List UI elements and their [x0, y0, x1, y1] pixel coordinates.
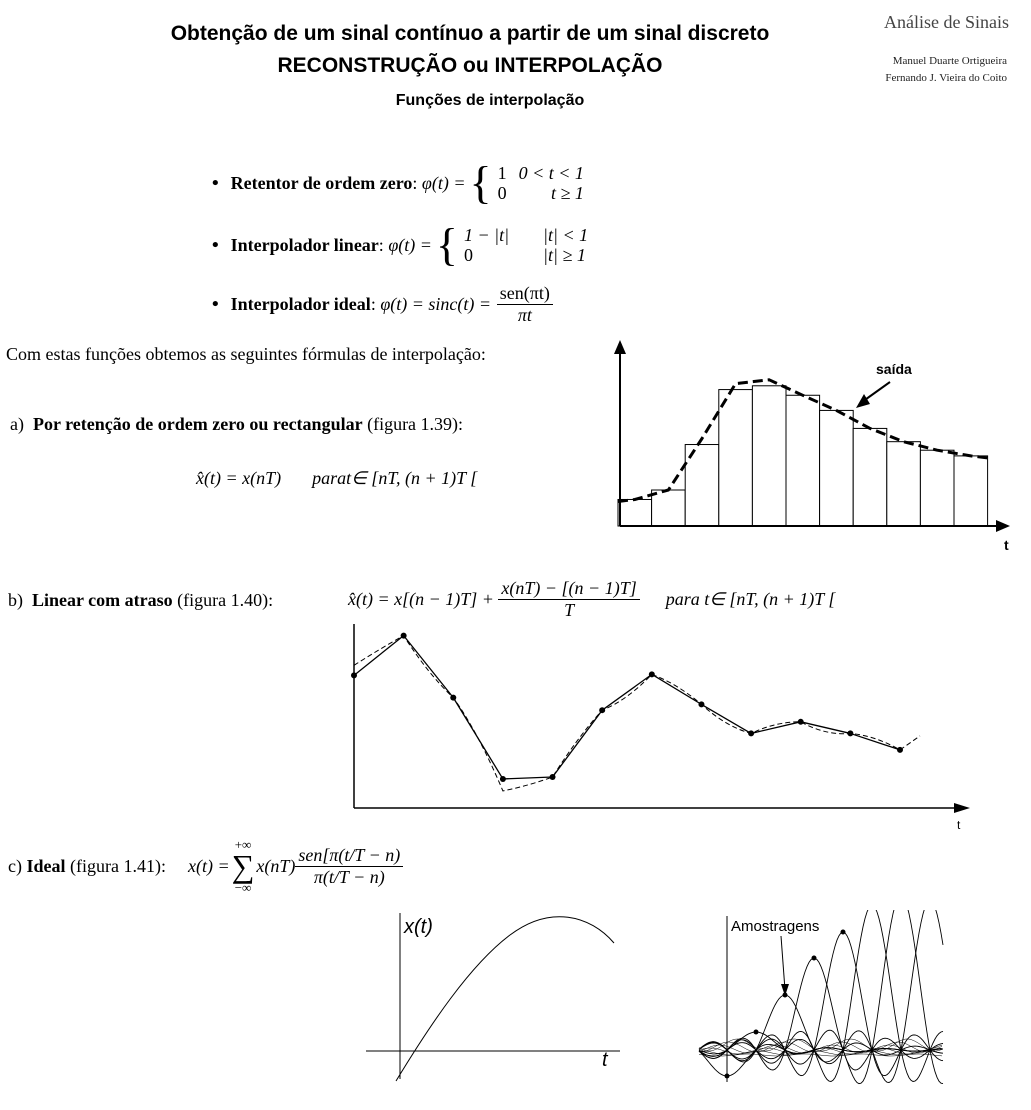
- case-condition: |t| ≥ 1: [543, 245, 586, 265]
- function-ideal: • Interpolador ideal : φ(t) = sinc(t) = $\frac{\text{sen(πt)}}{\pi t}$: [210, 283, 553, 326]
- bar: [853, 428, 887, 526]
- figure-1-41-left: [360, 905, 630, 1085]
- formula: x̂(t) = x(nT): [196, 468, 282, 488]
- line-segment: [354, 636, 404, 676]
- continuous-signal: [354, 636, 920, 791]
- function-zero-order: • Retentor de ordem zero : φ(t) = { 1 0 < t < 1 0 t ≥ 1: [210, 160, 590, 206]
- signal-label: x(t): [404, 916, 433, 938]
- page-subtitle: Funções de interpolação: [395, 92, 585, 109]
- sinc-fraction: [497, 283, 553, 326]
- section-letter: c): [8, 855, 22, 876]
- case-condition: 0 < t < 1: [518, 163, 584, 183]
- bar: [954, 456, 988, 526]
- section-letter: b): [8, 590, 23, 610]
- section-b-formula: [348, 578, 835, 621]
- function-name: Interpolador linear: [230, 234, 379, 255]
- line-segment: [850, 733, 900, 749]
- line-segment: [453, 698, 503, 779]
- formula-fraction: [295, 845, 403, 888]
- sample-point: [841, 930, 846, 935]
- samples-arrowhead: [781, 984, 789, 996]
- case-condition: |t| < 1: [543, 225, 589, 245]
- sample-point: [599, 707, 605, 713]
- sum-sign: ∑: [231, 848, 255, 884]
- section-c: [8, 838, 403, 894]
- formula: x(t) =: [187, 855, 230, 876]
- sample-point: [500, 776, 506, 782]
- sum-upper-limit: +∞: [234, 837, 252, 852]
- author-1: Manuel Duarte Ortigueira: [892, 55, 1007, 67]
- section-a-formula: [196, 468, 477, 489]
- fraction-denominator: T: [564, 600, 575, 620]
- x-axis-arrow: [954, 803, 970, 813]
- function-linear: • Interpolador linear : φ(t) = { 1 − |t| |t| < 1 0 |t| ≥ 1: [210, 222, 594, 268]
- case-value: 1: [497, 163, 507, 183]
- sample-point: [401, 633, 407, 639]
- section-title: Linear com atraso: [32, 590, 173, 610]
- figure-ref: (figura 1.41):: [70, 855, 166, 876]
- signal-curve: [396, 917, 614, 1081]
- x-axis-label: t: [957, 818, 961, 832]
- function-name: Retentor de ordem zero: [230, 172, 413, 193]
- section-title: Ideal: [26, 855, 66, 876]
- formula-condition: parat∈ [nT, (n + 1)T [: [312, 468, 478, 488]
- sinc-pulse: [699, 910, 943, 1084]
- line-segment: [602, 674, 652, 710]
- line-segment: [751, 722, 801, 734]
- sample-point: [847, 730, 853, 736]
- sample-point: [754, 1030, 759, 1035]
- samples-label: Amostragens: [731, 918, 820, 935]
- author-2: Fernando J. Vieira do Coito: [885, 72, 1007, 84]
- sample-point: [798, 719, 804, 725]
- formula-condition: para t∈ [nT, (n + 1)T [: [665, 589, 836, 609]
- intro-text: Com estas funções obtemos as seguintes fórmulas de interpolação:: [6, 344, 486, 364]
- sample-point: [550, 774, 556, 780]
- ripple-curve: [699, 1051, 942, 1055]
- x-axis-label: t: [602, 1049, 608, 1071]
- function-name: Interpolador ideal: [230, 294, 371, 314]
- figure-1-40: [340, 620, 980, 835]
- bar: [820, 410, 854, 526]
- sample-point: [748, 730, 754, 736]
- fraction-numerator: x(nT) − [(n − 1)T]: [498, 578, 639, 600]
- formula-fraction: [498, 578, 639, 621]
- line-segment: [503, 777, 553, 779]
- x-axis-label: t: [1004, 537, 1009, 553]
- sample-point: [450, 695, 456, 701]
- section-title: Por retenção de ordem zero ou rectangular: [32, 414, 363, 434]
- fraction-numerator: sen(πt): [497, 283, 553, 305]
- formula: x̂(t) = x[(n − 1)T] +: [348, 589, 494, 609]
- bar: [618, 499, 652, 526]
- page-title: Obtenção de um sinal contínuo a partir de um sinal discreto: [170, 22, 770, 45]
- fraction-denominator: πt: [517, 305, 532, 325]
- output-label: saída: [876, 361, 912, 377]
- sample-point: [698, 701, 704, 707]
- function-lhs: φ(t) =: [421, 172, 466, 193]
- y-axis-arrow: [614, 340, 626, 354]
- sinc-pulse: [699, 995, 943, 1062]
- figure-1-41-right: [695, 910, 945, 1085]
- samples-arrow: [781, 936, 785, 990]
- bar: [786, 395, 820, 526]
- sample-point: [812, 956, 817, 961]
- case-value: 0: [464, 245, 473, 265]
- bar: [887, 442, 921, 526]
- case-value: 0: [497, 183, 507, 203]
- course-name: Análise de Sinais: [884, 12, 1009, 32]
- x-axis-arrow: [996, 520, 1010, 532]
- formula-term: x(nT): [256, 855, 296, 876]
- page-title-line2: RECONSTRUÇÃO ou INTERPOLAÇÃO: [277, 54, 663, 77]
- case-value: 1 − |t|: [464, 225, 510, 245]
- line-segment: [701, 704, 751, 733]
- output-arrowhead: [856, 394, 870, 408]
- line-segment: [652, 674, 702, 704]
- sample-point: [725, 1074, 730, 1079]
- sample-point: [897, 747, 903, 753]
- fraction-denominator: π(t/T − n): [313, 866, 385, 887]
- section-a-heading: [10, 414, 463, 435]
- bar: [752, 386, 786, 526]
- sinc-pulse: [699, 910, 943, 1082]
- ripple-curve: [699, 1045, 942, 1053]
- bar: [652, 490, 686, 526]
- function-lhs: φ(t) =: [388, 234, 432, 255]
- function-lhs: φ(t) = sinc(t) =: [380, 294, 492, 314]
- sum-symbol: [232, 838, 255, 894]
- fraction-numerator: sen[π(t/T − n): [295, 845, 403, 867]
- figure-ref: (figura 1.40):: [177, 590, 274, 610]
- line-segment: [553, 710, 603, 777]
- case-condition: t ≥ 1: [551, 183, 584, 203]
- ripple-curve: [699, 1039, 942, 1051]
- sum-lower-limit: −∞: [234, 880, 252, 895]
- line-segment: [404, 636, 454, 698]
- section-letter: a): [10, 414, 24, 434]
- sample-point: [649, 671, 655, 677]
- bar: [920, 450, 954, 526]
- section-b-heading: [8, 590, 273, 611]
- bar: [719, 390, 753, 526]
- figure-ref: (figura 1.39):: [367, 414, 464, 434]
- figure-1-39: [600, 338, 1020, 558]
